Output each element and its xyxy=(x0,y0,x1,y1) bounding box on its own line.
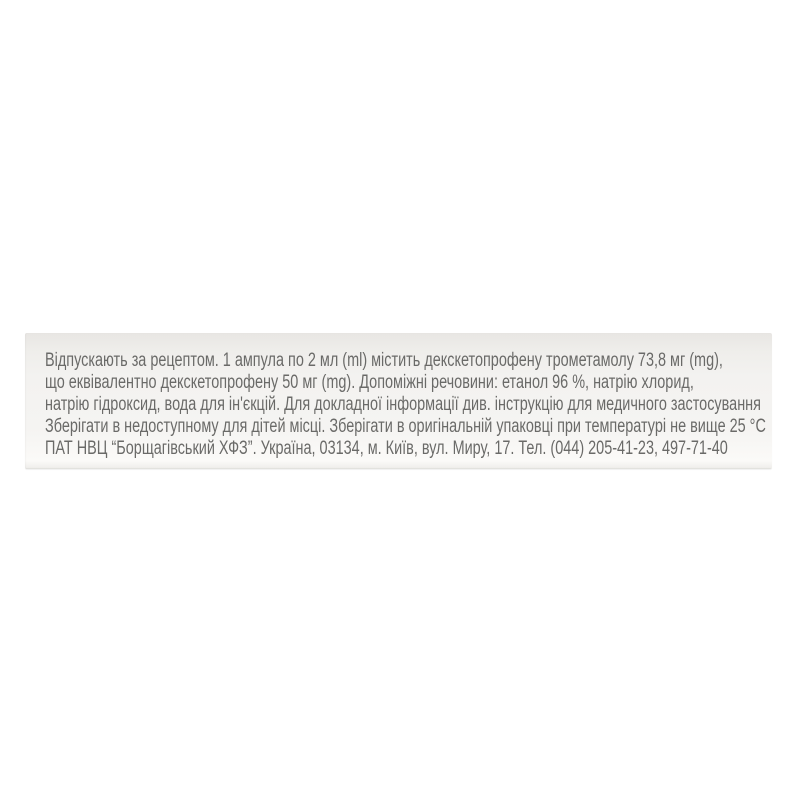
label-text-line-5: ПАТ НВЦ “Борщагівський ХФЗ”. Україна, 03134, м. Київ, вул. Миру, 17. Тел. (044) 205-41-23, 497-71-40 xyxy=(45,438,728,459)
label-text-block xyxy=(45,350,772,460)
label-text-line-4: Зберігати в недоступному для дітей місці. Зберігати в оригінальній упаковці при температурі не вище 25 °С xyxy=(45,416,766,437)
package-side-panel xyxy=(25,333,772,469)
label-text-line-1: Відпускають за рецептом. 1 ампула по 2 мл (ml) містить декскетопрофену трометамолу 73,8 мг (mg), xyxy=(45,350,723,371)
label-text-line-2: що еквівалентно декскетопрофену 50 мг (mg). Допоміжні речовини: етанол 96 %, натрію хлорид, xyxy=(45,372,694,393)
label-text-line-3: натрію гідроксид, вода для ін'єкцій. Для докладної інформації див. інструкцію для медичного застосування xyxy=(45,394,761,415)
